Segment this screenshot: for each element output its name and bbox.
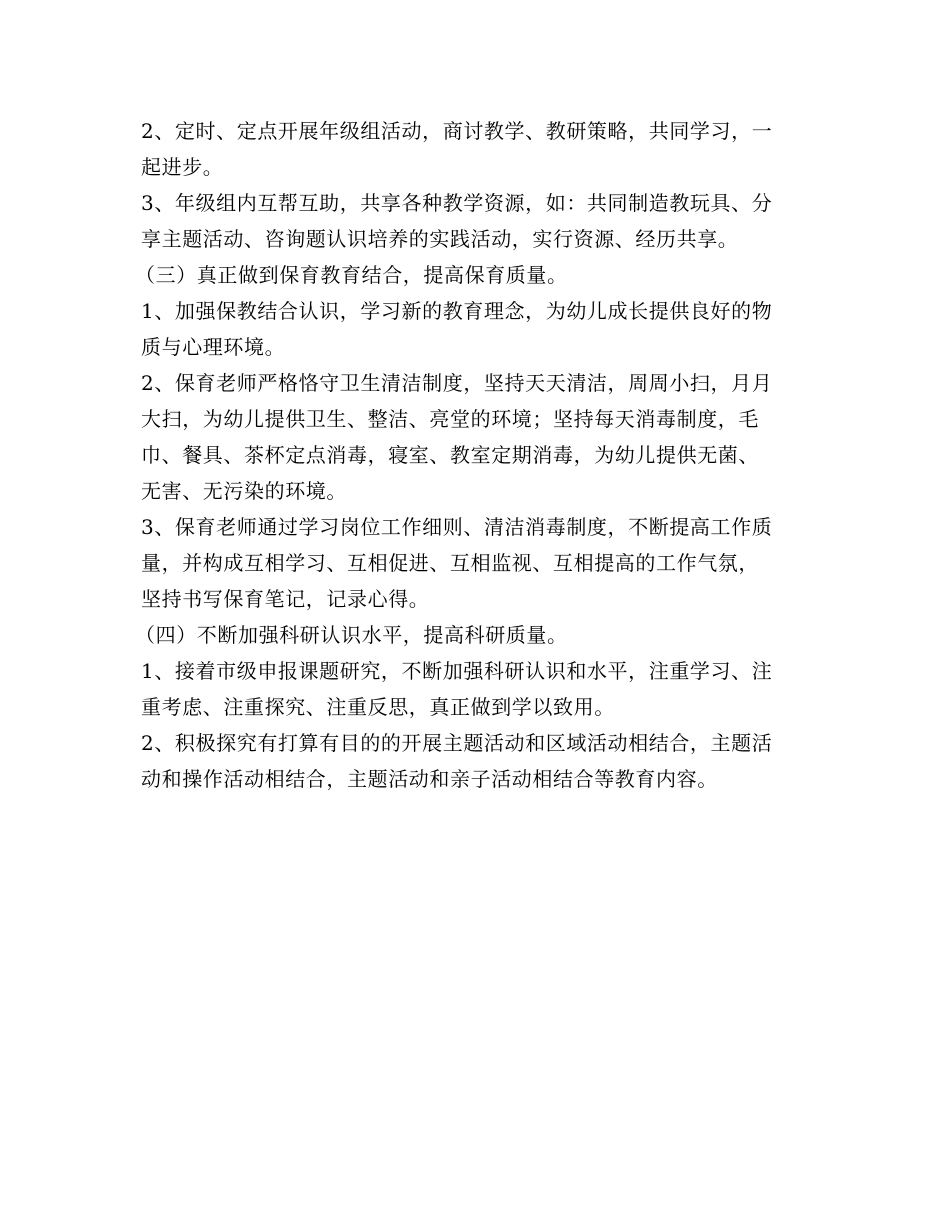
paragraph-item-2-hygiene — [141, 365, 811, 509]
paragraph-line: 质与心理环境。 — [141, 335, 286, 359]
paragraph-line: 1、接着市级申报课题研究，不断加强科研认识和水平，注重学习、注 — [141, 659, 773, 683]
paragraph-line: 3、年级组内互帮互助，共享各种教学资源，如：共同制造教玩具、分 — [141, 191, 773, 215]
paragraph-line: 3、保育老师通过学习岗位工作细则、清洁消毒制度，不断提高工作质 — [141, 515, 773, 539]
paragraph-line: 2、保育老师严格恪守卫生清洁制度，坚持天天清洁，周周小扫，月月 — [141, 371, 773, 395]
paragraph-item-1-care-education — [141, 293, 811, 365]
heading-line: （四）不断加强科研认识水平，提高科研质量。 — [135, 623, 568, 647]
paragraph-item-2-theme-activities — [141, 725, 811, 797]
paragraph-line: 起进步。 — [141, 155, 224, 179]
paragraph-item-3-work-quality — [141, 509, 811, 617]
paragraph-line: 享主题活动、咨询题认识培养的实践活动，实行资源、经历共享。 — [141, 227, 739, 251]
paragraph-line: 动和操作活动相结合，主题活动和亲子活动相结合等教育内容。 — [141, 767, 718, 791]
paragraph-item-2-grade-activities — [141, 113, 811, 185]
heading-line: （三）真正做到保育教育结合，提高保育质量。 — [135, 263, 568, 287]
paragraph-line: 大扫，为幼儿提供卫生、整洁、亮堂的环境；坚持每天消毒制度，毛 — [141, 407, 759, 431]
paragraph-line: 1、加强保教结合认识，学习新的教育理念，为幼儿成长提供良好的物 — [141, 299, 773, 323]
paragraph-line: 量，并构成互相学习、互相促进、互相监视、互相提高的工作气氛， — [141, 551, 759, 575]
paragraph-item-1-research — [141, 653, 811, 725]
paragraph-line: 2、定时、定点开展年级组活动，商讨教学、教研策略，共同学习，一 — [141, 119, 773, 143]
paragraph-line: 巾、餐具、茶杯定点消毒，寝室、教室定期消毒，为幼儿提供无菌、 — [141, 443, 759, 467]
section-heading-3 — [135, 257, 811, 293]
paragraph-item-3-resource-sharing — [141, 185, 811, 257]
section-heading-4 — [135, 617, 811, 653]
paragraph-line: 无害、无污染的环境。 — [141, 479, 347, 503]
paragraph-line: 坚持书写保育笔记，记录心得。 — [141, 587, 430, 611]
paragraph-line: 2、积极探究有打算有目的的开展主题活动和区域活动相结合，主题活 — [141, 731, 773, 755]
paragraph-line: 重考虑、注重探究、注重反思，真正做到学以致用。 — [141, 695, 615, 719]
document-body — [135, 113, 811, 797]
